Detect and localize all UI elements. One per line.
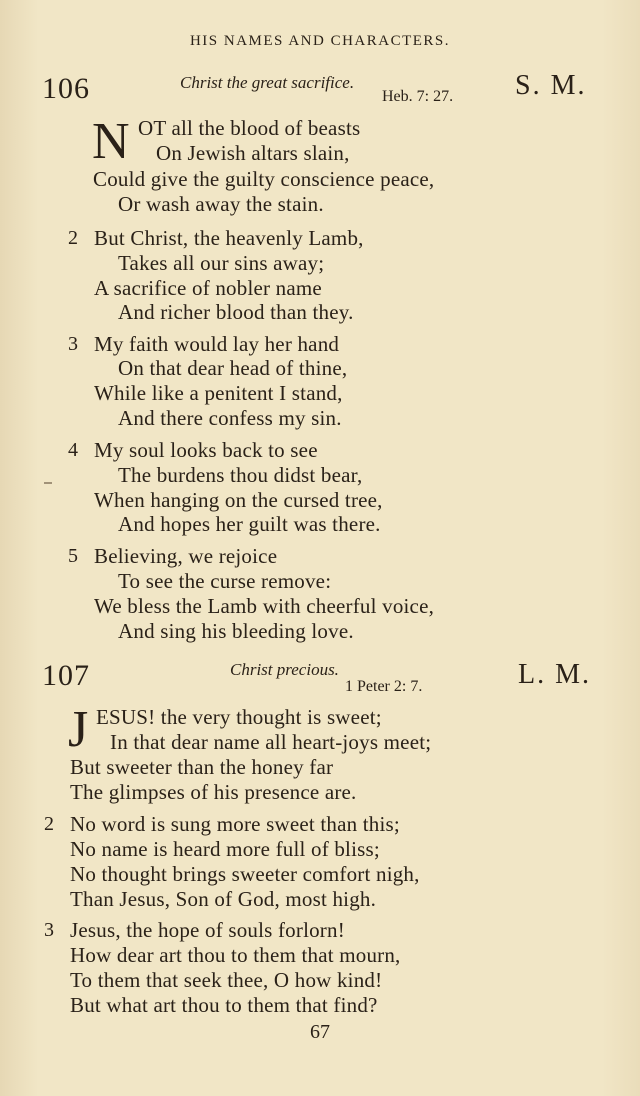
- margin-mark: [44, 482, 52, 484]
- verse-line: No thought brings sweeter comfort nigh,: [70, 862, 420, 886]
- hymn-meter: S. M.: [515, 70, 587, 101]
- verse-line: OT all the blood of beasts: [138, 116, 361, 140]
- hymn-meter: L. M.: [518, 659, 591, 690]
- page-number: 67: [310, 1021, 330, 1043]
- verse-line: And there confess my sin.: [118, 406, 342, 430]
- verse-line: But what art thou to them that find?: [70, 993, 378, 1017]
- verse-line: To see the curse remove:: [118, 569, 332, 593]
- verse-line: Believing, we rejoice: [94, 544, 278, 568]
- verse-line: And hopes her guilt was there.: [118, 512, 381, 536]
- verse-line: But Christ, the heavenly Lamb,: [94, 226, 364, 250]
- verse-line: But sweeter than the honey far: [70, 755, 334, 779]
- verse-line: Jesus, the hope of souls forlorn!: [70, 918, 345, 942]
- verse-line: The glimpses of his presence are.: [70, 780, 357, 804]
- verse-line: On Jewish altars slain,: [156, 141, 350, 165]
- verse-line: ESUS! the very thought is sweet;: [96, 705, 382, 729]
- verse-line: Could give the guilty conscience peace,: [93, 167, 435, 191]
- verse-line: Than Jesus, Son of God, most high.: [70, 887, 377, 911]
- hymn-title: Christ precious.: [230, 660, 339, 679]
- verse-line: We bless the Lamb with cheerful voice,: [94, 594, 435, 618]
- verse-line: On that dear head of thine,: [118, 356, 348, 380]
- verse-number: 2: [44, 813, 54, 835]
- verse-line: My soul looks back to see: [94, 438, 318, 462]
- verse-line: When hanging on the cursed tree,: [94, 488, 383, 512]
- verse-line: The burdens thou didst bear,: [118, 463, 363, 487]
- scripture-reference: 1 Peter 2: 7.: [345, 678, 423, 695]
- verse-line: No name is heard more full of bliss;: [70, 837, 380, 861]
- verse-number: 3: [68, 333, 78, 355]
- drop-cap: J: [68, 701, 89, 758]
- verse-number: 2: [68, 227, 78, 249]
- verse-line: Takes all our sins away;: [118, 251, 325, 275]
- verse-number: 3: [44, 919, 54, 941]
- verse-line: How dear art thou to them that mourn,: [70, 943, 401, 967]
- hymn-number: 106: [42, 72, 90, 105]
- scripture-reference: Heb. 7: 27.: [382, 88, 454, 105]
- verse-line: And sing his bleeding love.: [118, 619, 354, 643]
- hymn-title: Christ the great sacrifice.: [180, 73, 355, 92]
- verse-line: No word is sung more sweet than this;: [70, 812, 400, 836]
- verse-line: My faith would lay her hand: [94, 332, 340, 356]
- verse-line: Or wash away the stain.: [118, 192, 324, 216]
- verse-line: And richer blood than they.: [118, 300, 354, 324]
- verse-line: To them that seek thee, O how kind!: [70, 968, 383, 992]
- verse-line: In that dear name all heart-joys meet;: [110, 730, 432, 754]
- verse-line: While like a penitent I stand,: [94, 381, 343, 405]
- drop-cap: N: [92, 113, 130, 170]
- running-head: HIS NAMES AND CHARACTERS.: [189, 33, 451, 49]
- verse-number: 4: [68, 439, 78, 461]
- verse-line: A sacrifice of nobler name: [94, 276, 322, 300]
- hymn-number: 107: [42, 659, 90, 692]
- verse-number: 5: [68, 545, 78, 567]
